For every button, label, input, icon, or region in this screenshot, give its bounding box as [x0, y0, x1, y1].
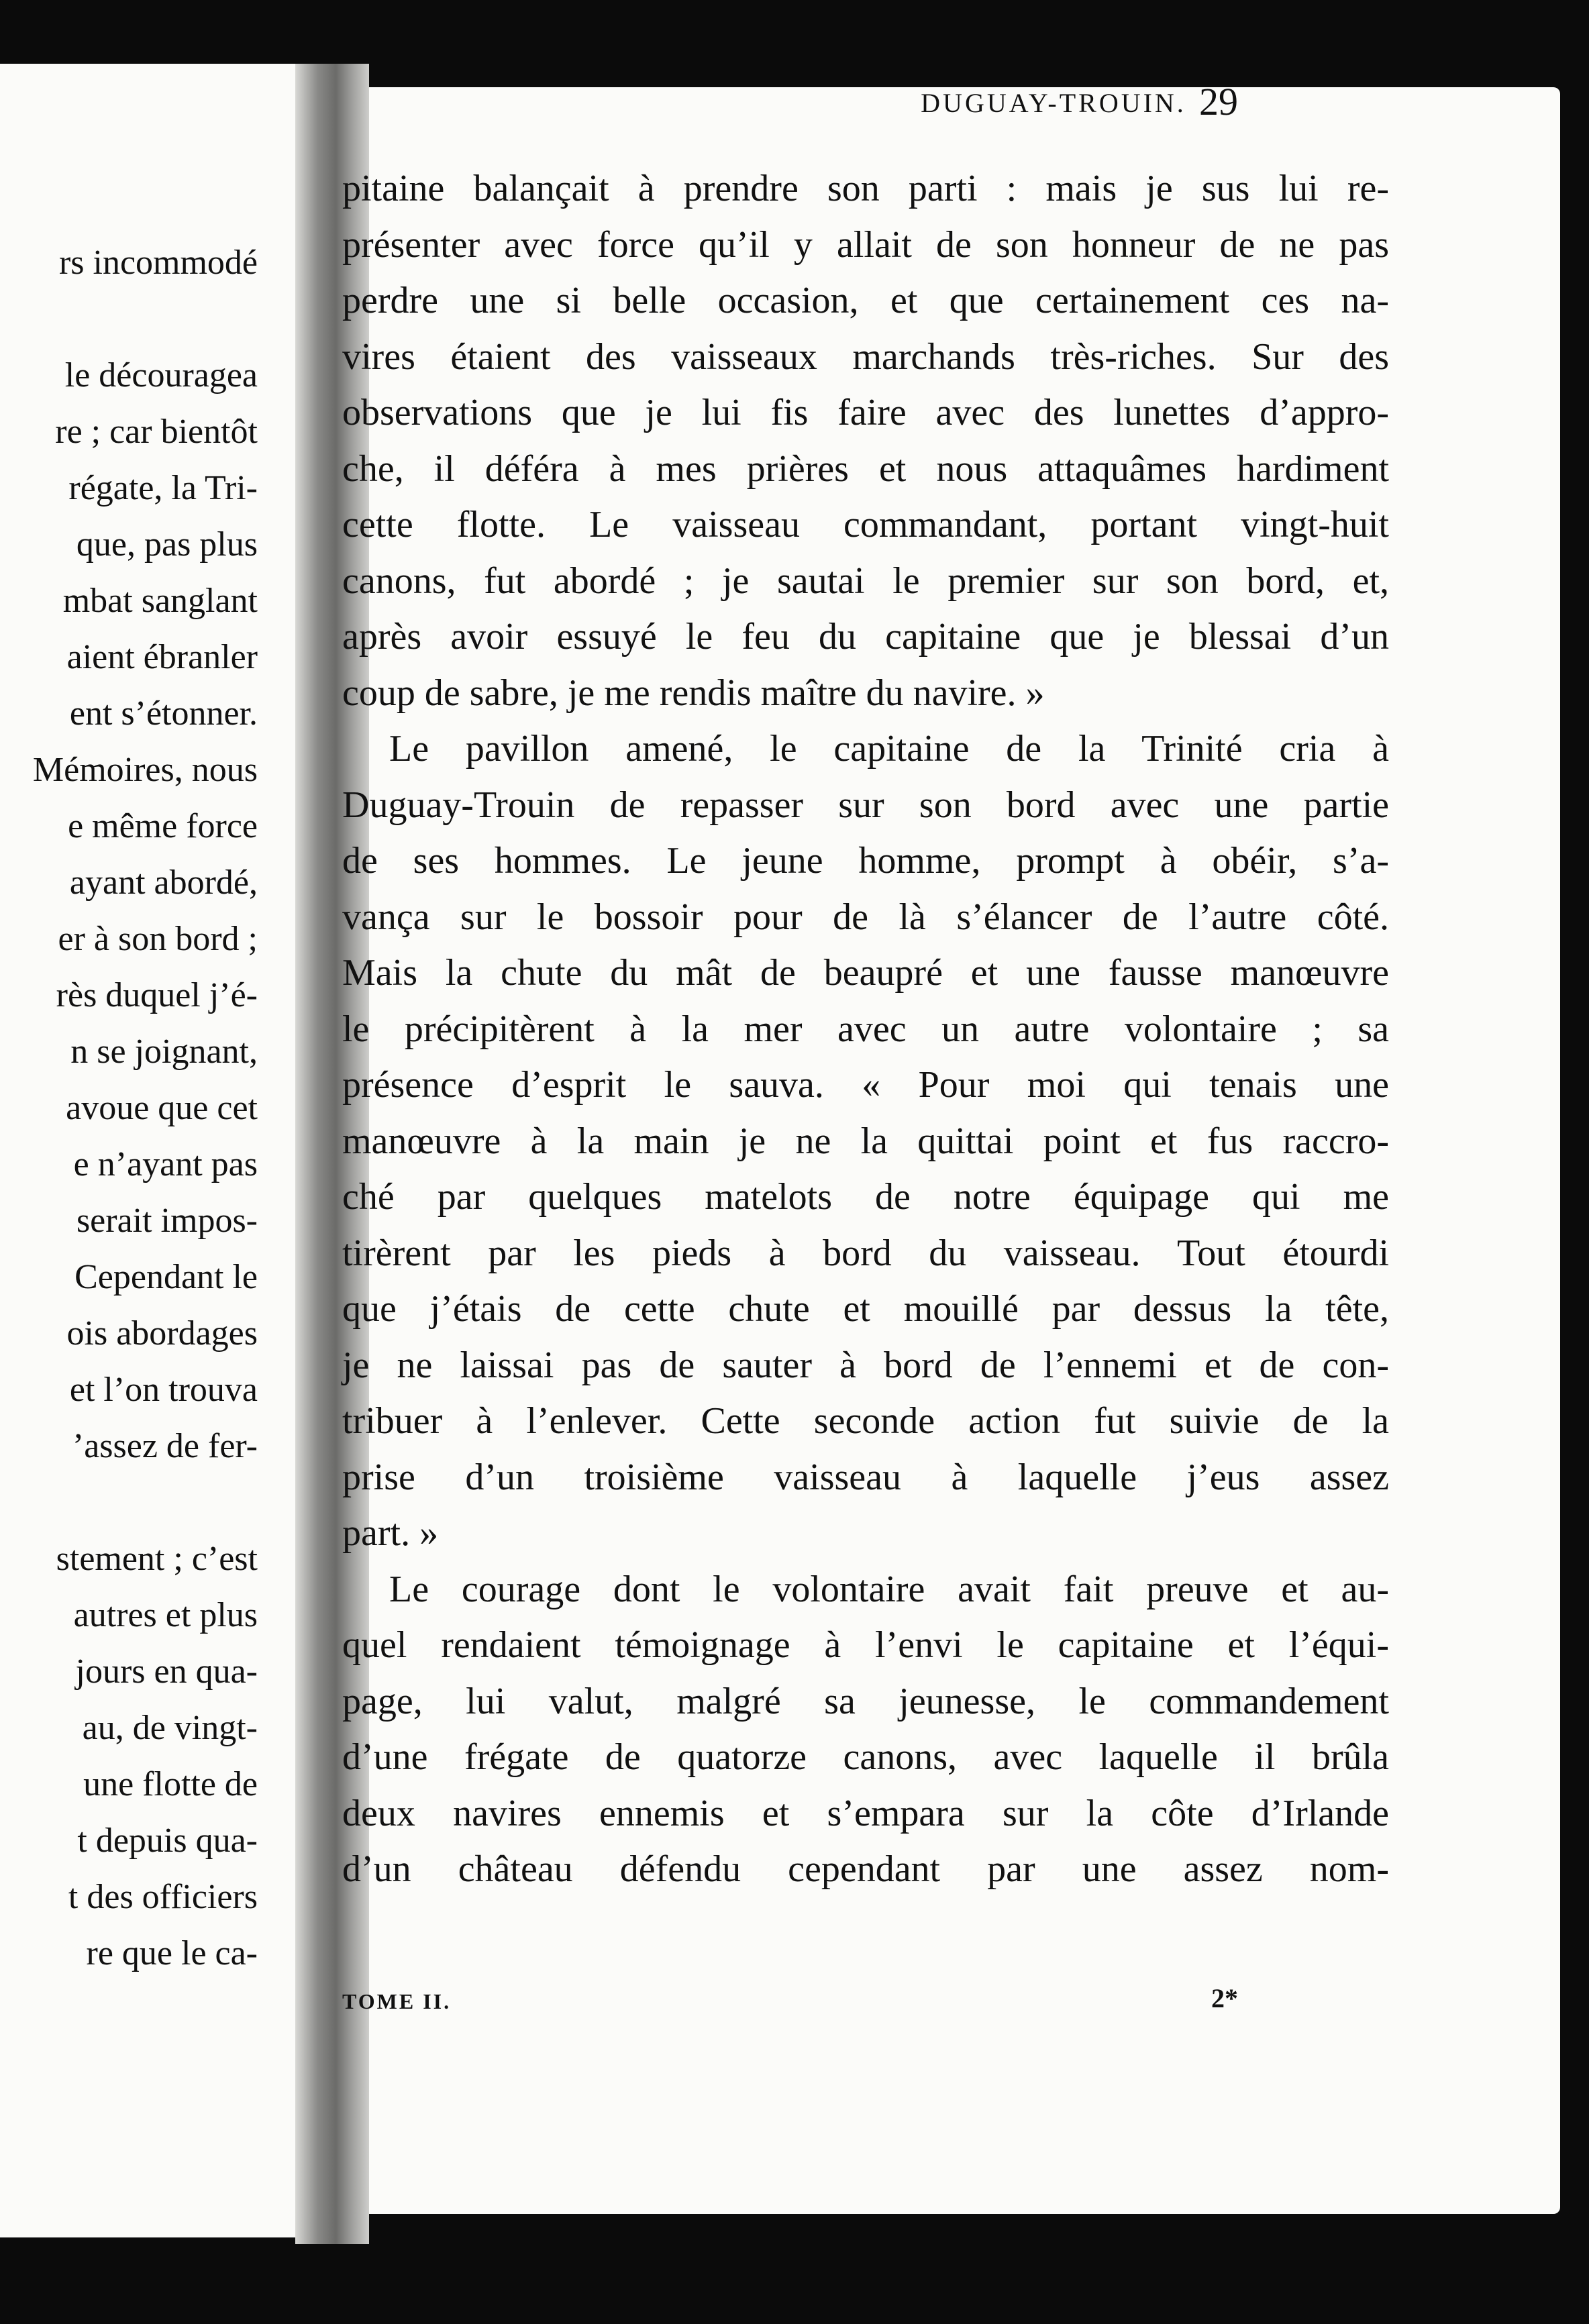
text-line: page, lui valut, malgré sa jeunesse, le commandement [342, 1680, 1389, 1722]
text-line: perdre une si belle occasion, et que certainement ces na- [342, 280, 1389, 321]
facing-line: ois abordages [66, 1314, 258, 1353]
text-line: le précipitèrent à la mer avec un autre volontaire ; sa [342, 1008, 1389, 1050]
facing-line: au, de vingt- [82, 1709, 258, 1747]
facing-line: que, pas plus [76, 525, 258, 564]
text-line: part. » [342, 1512, 439, 1554]
text-line: Le courage dont le volontaire avait fait preuve et au- [389, 1568, 1389, 1610]
text-line: pitaine balançait à prendre son parti : mais je sus lui re- [342, 168, 1389, 209]
text-line: prise d’un troisième vaisseau à laquelle j’eus assez [342, 1456, 1389, 1498]
text-line: je ne laissai pas de sauter à bord de l’ennemi et de con- [342, 1344, 1389, 1386]
main-page-text [342, 0, 1389, 2080]
text-line: canons, fut abordé ; je sautai le premier sur son bord, et, [342, 560, 1389, 602]
facing-line: Cependant le [74, 1258, 258, 1296]
signature-mark-right: 2* [1211, 1983, 1238, 2013]
facing-line: le découragea [64, 356, 258, 394]
text-line: présenter avec force qu’il y allait de son honneur de ne pas [342, 223, 1389, 266]
facing-line: rs incommodé [58, 244, 258, 282]
facing-line: stement ; c’est [56, 1540, 258, 1578]
facing-line: aient ébranler [66, 638, 258, 676]
facing-line: régate, la Tri- [68, 469, 258, 507]
text-line: après avoir essuyé le feu du capitaine que je blessai d’un [342, 616, 1389, 657]
facing-line: autres et plus [73, 1596, 258, 1634]
text-line: Duguay-Trouin de repasser sur son bord avec une partie [342, 784, 1389, 826]
text-line: vires étaient des vaisseaux marchands très-riches. Sur des [342, 335, 1389, 378]
facing-page [0, 64, 315, 2237]
page-number: 29 [1199, 80, 1238, 123]
facing-line: n se joignant, [70, 1033, 258, 1071]
text-line: coup de sabre, je me rendis maître du navire. » [342, 672, 1045, 714]
facing-line: ’assez de fer- [72, 1427, 258, 1465]
text-line: manœuvre à la main je ne la quittai point et fus raccro- [342, 1120, 1389, 1162]
text-line: quel rendaient témoignage à l’envi le capitaine et l’équi- [342, 1624, 1389, 1666]
facing-line: e même force [68, 807, 258, 845]
text-line: présence d’esprit le sauva. « Pour moi qui tenais une [342, 1064, 1389, 1106]
facing-line: Mémoires, nous [32, 751, 258, 789]
signature-mark-left: TOME II. [342, 1989, 452, 2013]
text-line: Le pavillon amené, le capitaine de la Trinité cria à [389, 728, 1389, 770]
facing-page-text [33, 235, 258, 1982]
text-line: que j’étais de cette chute et mouillé par dessus la tête, [342, 1288, 1389, 1330]
facing-line: jours en qua- [75, 1652, 258, 1691]
text-line: tribuer à l’enlever. Cette seconde action fut suivie de la [342, 1400, 1389, 1442]
text-line: cette flotte. Le vaisseau commandant, portant vingt-huit [342, 504, 1389, 545]
text-line: de ses hommes. Le jeune homme, prompt à obéir, s’a- [342, 840, 1389, 882]
facing-line: t des officiers [68, 1878, 258, 1916]
facing-line: une flotte de [83, 1765, 258, 1803]
facing-line: e n’ayant pas [73, 1145, 258, 1183]
facing-line: mbat sanglant [62, 582, 258, 620]
facing-line: serait impos- [76, 1202, 258, 1240]
facing-line: re que le ca- [86, 1934, 258, 1972]
text-line: observations que je lui fis faire avec des lunettes d’appro- [342, 392, 1389, 433]
facing-line [33, 291, 258, 348]
facing-line: rès duquel j’é- [56, 976, 258, 1014]
facing-line: t depuis qua- [77, 1821, 258, 1860]
facing-line: er à son bord ; [58, 920, 258, 958]
facing-line: ent s’étonner. [69, 694, 258, 733]
facing-line: avoue que cet [66, 1089, 258, 1127]
text-line: ché par quelques matelots de notre équipage qui me [342, 1176, 1389, 1218]
facing-line: re ; car bientôt [55, 413, 258, 451]
facing-line: et l’on trouva [69, 1371, 258, 1409]
text-line: deux navires ennemis et s’empara sur la côte d’Irlande [342, 1792, 1389, 1834]
text-line: vança sur le bossoir pour de là s’élancer de l’autre côté. [342, 896, 1389, 938]
body-text [342, 161, 1389, 1898]
text-line: d’un château défendu cependant par une assez nom- [342, 1848, 1389, 1890]
text-line: d’une frégate de quatorze canons, avec laquelle il brûla [342, 1736, 1389, 1778]
facing-line: ayant abordé, [69, 863, 258, 902]
text-line: Mais la chute du mât de beaupré et une fausse manœuvre [342, 952, 1389, 994]
facing-line [33, 1475, 258, 1531]
running-title: DUGUAY-TROUIN. [921, 88, 1186, 118]
text-line: tirèrent par les pieds à bord du vaisseau. Tout étourdi [342, 1232, 1389, 1274]
text-line: che, il déféra à mes prières et nous attaquâmes hardiment [342, 447, 1389, 490]
